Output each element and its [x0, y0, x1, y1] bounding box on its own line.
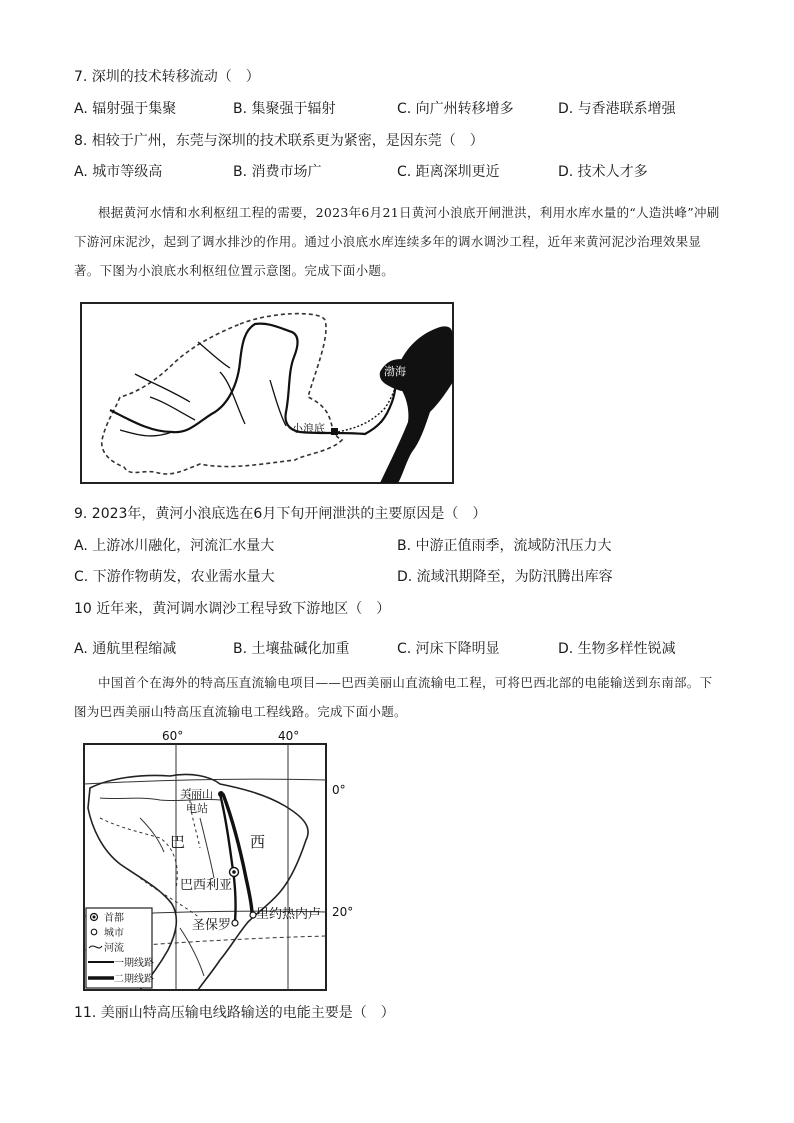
legend-river: 河流: [104, 943, 124, 954]
lat-0-label: 0°: [332, 783, 346, 797]
lat-20-label: 20°: [332, 905, 354, 919]
q10-option-c: C. 河床下降明显: [397, 641, 500, 657]
q9-option-a: A. 上游冰川融化，河流汇水量大: [74, 538, 275, 554]
q9-option-c: C. 下游作物萌发，农业需水量大: [74, 569, 275, 585]
station-label-line1: 美丽山: [180, 788, 213, 801]
q7-stem: 7. 深圳的技术转移流动（ ）: [74, 69, 260, 85]
q11-stem: 11. 美丽山特高压输电线路输送的电能主要是（ ）: [74, 1005, 395, 1021]
q10-option-b: B. 土壤盐碱化加重: [233, 641, 350, 657]
xiaolangdi-location-map: [80, 302, 454, 484]
legend-phase1: 一期线路: [114, 958, 154, 969]
q10-stem: 10 近年来，黄河调水调沙工程导致下游地区（ ）: [74, 601, 391, 617]
q8-option-c: C. 距离深圳更近: [397, 164, 500, 180]
station-marker: [218, 791, 224, 797]
legend-city: 城市: [104, 928, 124, 939]
station-label-line2: 电站: [186, 802, 208, 815]
q9-option-b: B. 中游正值雨季，流域防汛压力大: [397, 538, 612, 554]
q8-option-b: B. 消费市场广: [233, 164, 322, 180]
q7-option-c: C. 向广州转移增多: [397, 101, 514, 117]
q9-option-d: D. 流域汛期降至，为防汛腾出库容: [397, 569, 613, 585]
xiaolangdi-label: 小浪底: [292, 422, 325, 435]
q7-option-a: A. 辐射强于集聚: [74, 101, 177, 117]
legend-city-symbol: [91, 929, 97, 935]
passage-xiaolangdi: 根据黄河水情和水利枢纽工程的需要，2023年6月21日黄河小浪底开闸泄洪，利用水库水量的“人造洪峰”冲刷下游河床泥沙，起到了调水排沙的作用。通过小浪底水库连续多年的调水调沙工程，近年来黄河泥沙治理效果显著。下图为小浪底水利枢纽位置示意图。完成下面小题。: [74, 205, 720, 278]
q8-stem: 8. 相较于广州，东莞与深圳的技术联系更为紧密，是因东莞（ ）: [74, 133, 484, 149]
saopaulo-label: 圣保罗: [192, 918, 232, 933]
rio-label: 里约热内卢: [256, 907, 322, 922]
q8-option-d: D. 技术人才多: [558, 164, 648, 180]
q9-stem: 9. 2023年，黄河小浪底选在6月下旬开闸泄洪的主要原因是（ ）: [74, 506, 487, 522]
q10-option-a: A. 通航里程缩减: [74, 641, 177, 657]
country-label-ba: 巴: [170, 833, 186, 851]
q10-option-d: D. 生物多样性锐减: [558, 641, 676, 657]
xiaolangdi-dam-marker: [331, 428, 338, 435]
q7-option-b: B. 集聚强于辐射: [233, 101, 336, 117]
belo-monte-line-map: [80, 728, 370, 993]
legend-phase2: 二期线路: [114, 974, 154, 985]
lon-40-label: 40°: [278, 729, 300, 743]
q7-option-d: D. 与香港联系增强: [558, 101, 676, 117]
capital-label: 巴西利亚: [180, 878, 233, 893]
saopaulo-marker: [232, 920, 238, 926]
bohai-label: 渤海: [384, 365, 406, 378]
q8-option-a: A. 城市等级高: [74, 164, 163, 180]
country-label-xi: 西: [250, 833, 266, 851]
legend-capital: 首都: [104, 913, 124, 924]
lon-60-label: 60°: [162, 729, 184, 743]
passage-belo-monte: 中国首个在海外的特高压直流输电项目——巴西美丽山直流输电工程，可将巴西北部的电能输送到东南部。下图为巴西美丽山特高压直流输电工程线路。完成下面小题。: [74, 675, 713, 719]
